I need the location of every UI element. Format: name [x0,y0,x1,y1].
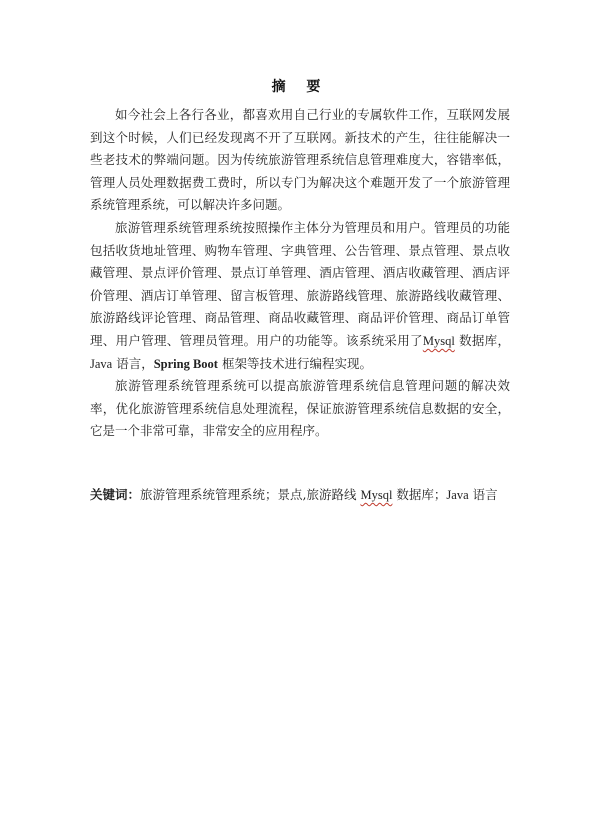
paragraph-2-text-d: 框架等技术进行编程实现。 [217,355,372,371]
paragraph-3: 旅游管理系统管理系统可以提高旅游管理系统信息管理问题的解决效率，优化旅游管理系统信息处理流程，保证旅游管理系统信息数据的安全，它是一个非常可靠，非常安全的应用程序。 [90,378,510,439]
paragraph-1: 如今社会上各行各业，都喜欢用自己行业的专属软件工作，互联网发展到这个时候，人们已经发现离不开了互联网。新技术的产生，往往能解决一些老技术的弊端问题。因为传统旅游管理系统信息管理难度大，容错率低，管理人员处理数据费工费时，所以专门为解决这个难题开发了一个旅游管理系统管理系统，可以解决许多问题。 [90,107,510,213]
keywords-java: Java [446,488,469,502]
keywords-part-2: 数据库； [392,487,447,502]
spring-boot-term: Spring Boot [153,356,218,371]
mysql-term: Mysql [422,333,455,348]
paragraph-2-text-a: 旅游管理系统管理系统按照操作主体分为管理员和用户。管理员的功能包括收货地址管理、购物车管理、字典管理、公告管理、景点管理、景点收藏管理、景点评价管理、景点订单管理、酒店管理、酒店收藏管理、酒店评价管理、酒店订单管理、留言板管理、旅游路线管理、旅游路线收藏管理、旅游路线评论管理、商品管理、商品收藏管理、商品评价管理、商品订单管理、用户管理、管理员管理。用户的功能等。该系统采用了 [90,219,510,348]
java-term: Java [90,356,113,371]
abstract-title: 摘 要 [271,79,329,95]
abstract-body [90,104,510,443]
paragraph-2-text-b: 数据库， [454,332,510,348]
keywords-part-1: 旅游管理系统管理系统；景点,旅游路线 [140,487,361,502]
paragraph-2-text-c: 语言， [112,355,154,371]
paragraph-2 [90,217,510,375]
keywords-label: 关键词： [90,487,141,502]
keywords-mysql: Mysql [360,488,393,502]
keywords-line [90,484,530,506]
keywords-part-3: 语言 [468,487,498,502]
